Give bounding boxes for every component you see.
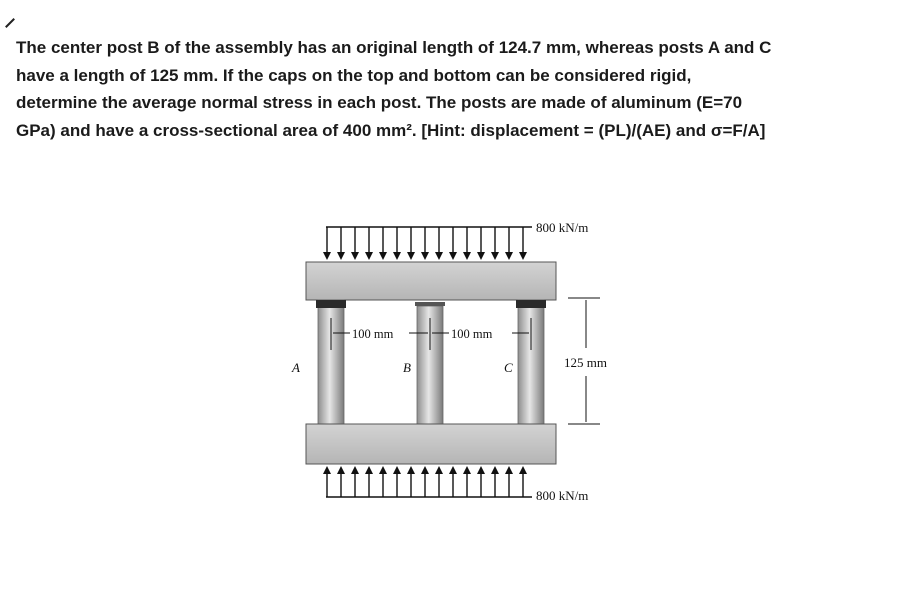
bottom-arrowheads bbox=[323, 466, 527, 474]
spacing-bc-label: 100 mm bbox=[451, 327, 493, 341]
top-arrowheads bbox=[323, 252, 527, 260]
problem-line-3: determine the average normal stress in each post. The posts are made of aluminum (E=70 bbox=[16, 93, 743, 112]
top-cap bbox=[306, 262, 556, 300]
post-b-gap bbox=[415, 302, 445, 306]
spacing-ab-label: 100 mm bbox=[352, 327, 394, 341]
post-a-label: A bbox=[292, 360, 300, 375]
height-label: 125 mm bbox=[564, 355, 607, 370]
problem-line-2: have a length of 125 mm. If the caps on the top and bottom can be considered rigid, bbox=[16, 65, 692, 85]
bottom-load-label: 800 kN/m bbox=[536, 488, 589, 503]
post-b-label: B bbox=[403, 360, 411, 375]
post-c-top-plate bbox=[516, 300, 546, 308]
problem-line-4: GPa) and have a cross-sectional area of 400 mm². [Hint: displacement = (PL)/(AE) and σ=F/A] bbox=[16, 120, 766, 140]
bottom-cap bbox=[306, 424, 556, 464]
problem-line-1: The center post B of the assembly has an original length of 124.7 mm, whereas posts A and C bbox=[16, 38, 772, 57]
post-a-top-plate bbox=[316, 300, 346, 308]
top-load-label: 800 kN/m bbox=[536, 220, 589, 235]
post-c-label: C bbox=[504, 360, 513, 375]
